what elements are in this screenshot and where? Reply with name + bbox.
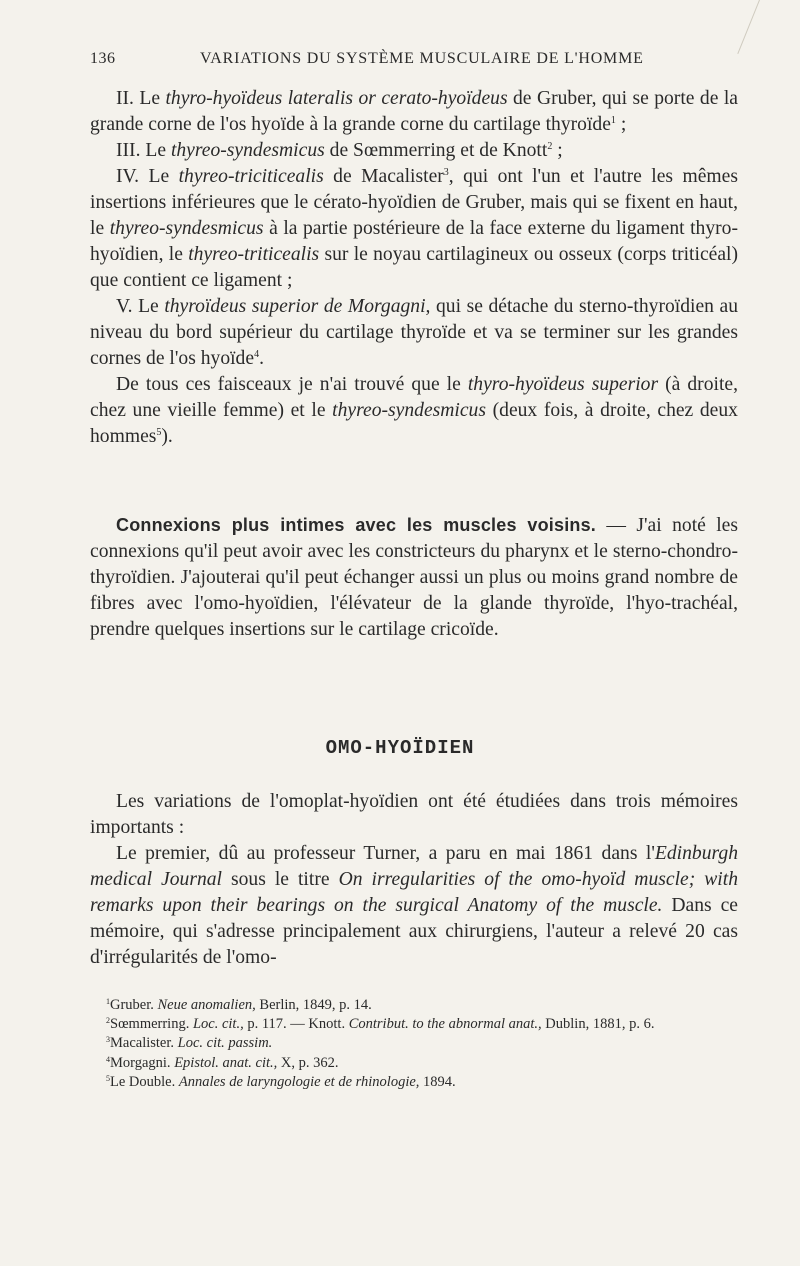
section-title: OMO-HYOÏDIEN (325, 737, 475, 759)
omo-hyoidien-block (90, 789, 738, 971)
footnote-ref: 2 (547, 141, 553, 152)
footnote-4: $^4$Morgagni. Epistol. anat. cit., X, p. 362. (106, 1054, 339, 1071)
footnote-ref: 4 (254, 349, 260, 360)
run-in-heading: Connexions plus intimes avec les muscles voisins. (116, 515, 596, 535)
paragraph-findings: De tous ces faisceaux je n'ai trouvé que le thyro-hyoïdeus superior (à droite, chez une vieille femme) et le thyreo-syndesmicus (deux fois, à droite, chez deux hommes$^5$). (90, 374, 738, 447)
footnote-ref: 5 (156, 427, 162, 438)
footnote-3: $^3$Macalister. Loc. cit. passim. (106, 1035, 273, 1052)
page-edge-line (737, 0, 760, 54)
footnote-ref: 1 (610, 115, 616, 126)
paragraph-item-ii: II. Le thyro-hyoïdeus lateralis or cerato-hyoïdeus de Gruber, qui se porte de la grande corne de l'os hyoïde à la grande corne du cartilage thyroïde$^1$ ; (90, 88, 738, 135)
paragraph-omo-intro: Les variations de l'omoplat-hyoïdien ont été étudiées dans trois mémoires importants : (90, 791, 738, 838)
page-number: 136 (90, 50, 116, 67)
paragraph-item-iii: III. Le thyreo-syndesmicus de Sœmmerring et de Knott$^2$ ; (116, 140, 563, 161)
running-title: VARIATIONS DU SYSTÈME MUSCULAIRE DE L'HOMME (200, 50, 644, 67)
footnotes (90, 996, 738, 1092)
paragraph-connexions: Connexions plus intimes avec les muscles voisins. — J'ai noté les connexions qu'il peut avoir avec les constricteurs du pharynx et le sterno-chondro-thyroïdien. J'ajouterai qu'il peut échanger aussi un plus ou moins grand nombre de fibres avec l'omo-hyoïdien, l'élévateur de la glande thyroïde, l'hyo-trachéal, prendre quelques insertions sur le cartilage cricoïde. (90, 515, 739, 640)
page-header (90, 50, 740, 74)
connexions-block (90, 512, 738, 643)
paragraph-omo-turner: Le premier, dû au professeur Turner, a paru en mai 1861 dans l'Edinburgh medical Journal sous le titre On irregularities of the omo-hyoïd muscle; with remarks upon their bearings on the surgical Anatomy of the muscle. Dans ce mémoire, qui s'adresse principalement aux chirurgiens, l'auteur a relevé 20 cas d'irrégularités de l'omo- (90, 843, 738, 968)
footnote-ref: 3 (443, 167, 449, 178)
footnote-2: $^2$Sœmmerring. Loc. cit., p. 117. — Knott. Contribut. to the abnormal anat., Dublin, 1881, p. 6. (106, 1016, 655, 1033)
footnote-1: $^1$Gruber. Neue anomalien, Berlin, 1849, p. 14. (106, 997, 372, 1013)
footnote-5: $^5$Le Double. Annales de laryngologie et de rhinologie, 1894. (106, 1073, 456, 1090)
paragraph-item-v: V. Le thyroïdeus superior de Morgagni, qui se détache du sterno-thyroïdien au niveau du bord supérieur du cartilage thyroïde et va se terminer sur les grandes cornes de l'os hyoïde$^4$. (90, 296, 739, 369)
enumeration-block (90, 86, 738, 450)
paragraph-item-iv: IV. Le thyreo-triciticealis de Macalister$^3$, qui ont l'un et l'autre les mêmes insertions inférieures que le cérato-hyoïdien de Gruber, mais qui se fixent en haut, le thyreo-syndesmicus à la partie postérieure de la face externe du ligament thyro-hyoïdien, le thyreo-triticealis sur le noyau cartilagineux ou osseux (corps triticéal) que contient ce ligament ; (90, 166, 738, 291)
